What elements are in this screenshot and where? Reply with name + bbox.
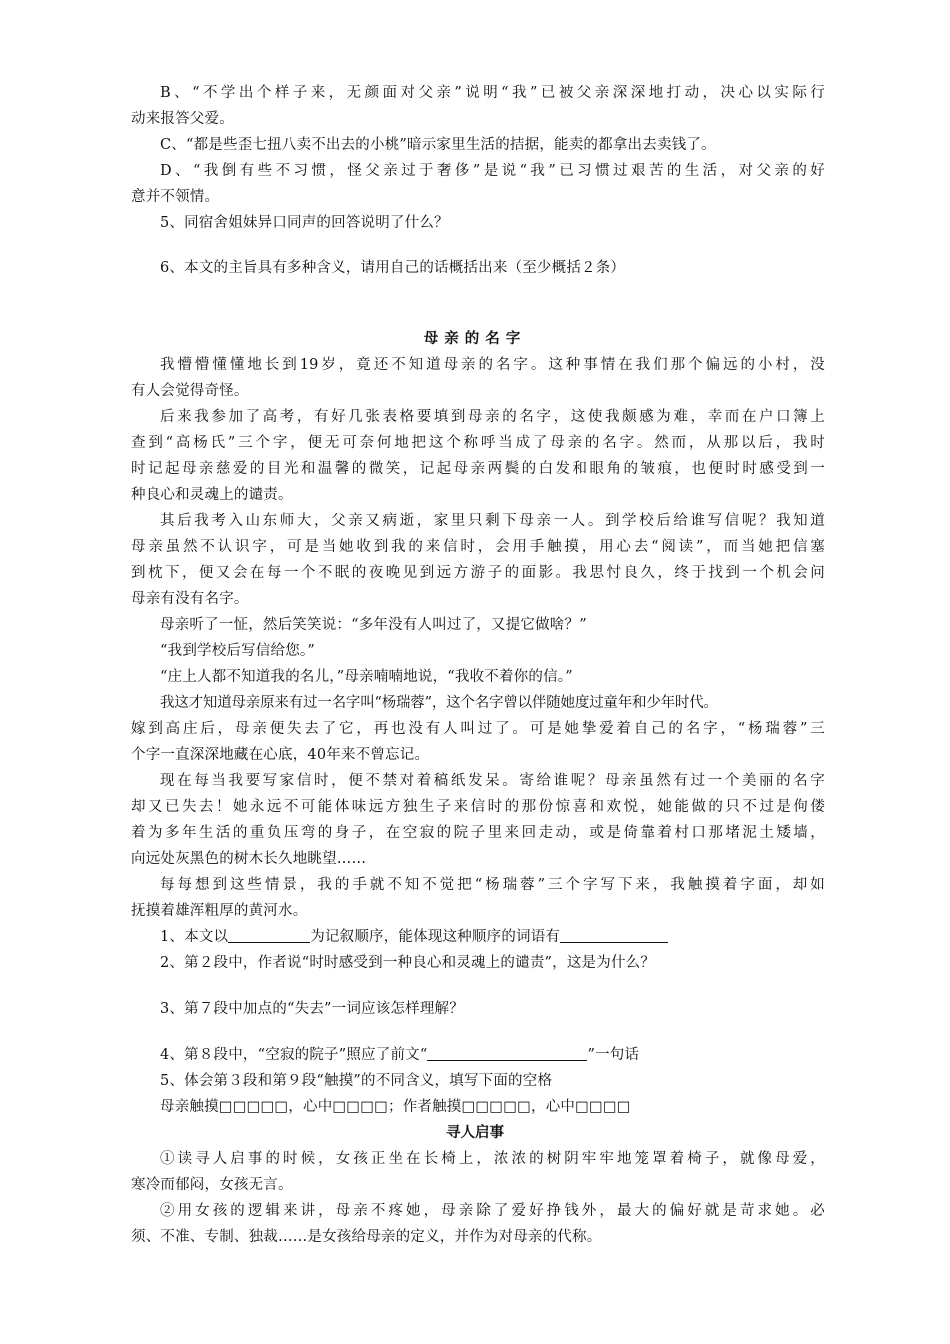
- article-title-mothers-name: 母亲的名字: [423, 330, 527, 347]
- paragraph-line: 寒冷而郁闷，女孩无言。: [131, 1177, 293, 1193]
- paragraph-line: 须、不准、专制、独裁……是女孩给母亲的定义，并作为对母亲的代称。: [131, 1229, 602, 1245]
- question-3: 3、第７段中加点的“失去”一词应该怎样理解？: [160, 1001, 464, 1017]
- question-5: 5、体会第３段和第９段“触摸”的不同含义，填写下面的空格: [160, 1073, 553, 1089]
- question-5-fill-boxes: 母亲触摸□□□□□，心中□□□□；作者触摸□□□□□，心中□□□□: [160, 1099, 631, 1115]
- option-b: B、“不学出个样子来，无颜面对父亲”说明“我”已被父亲深深地打动，决心以实际行: [160, 85, 825, 101]
- option-d: D、“我倒有些不习惯，怪父亲过于奢侈”是说“我”已习惯过艰苦的生活，对父亲的好: [160, 163, 825, 179]
- paragraph-line: “庄上人都不知道我的名儿，”母亲喃喃地说，“我收不着你的信。”: [160, 669, 573, 685]
- paragraph-line: 抚摸着雄浑粗厚的黄河水。: [131, 903, 308, 919]
- question-1: [160, 924, 825, 950]
- paragraph-line: 个字一直深深地藏在心底，40年来不曾忘记。: [131, 747, 430, 763]
- paragraph-line: 却又已失去！她永远不可能体味远方独生子来信时的那份惊喜和欢悦，她能做的只不过是佝偻: [131, 799, 825, 815]
- paragraph-line: 母亲有没有名字。: [131, 591, 249, 607]
- question-4-part-a: 4、第８段中，“空寂的院子”照应了前文“: [160, 1047, 428, 1063]
- answer-blank[interactable]: [560, 926, 668, 943]
- option-c: C、“都是些歪七扭八卖不出去的小桃”暗示家里生活的拮据，能卖的都拿出去卖钱了。: [160, 137, 716, 153]
- paragraph-line: 嫁到高庄后，母亲便失去了它，再也没有人叫过了。可是她挚爱着自己的名字，“杨瑞蓉”三: [131, 721, 825, 737]
- paragraph-line: 后来我参加了高考，有好几张表格要填到母亲的名字，这使我颇感为难，幸而在户口簿上: [160, 409, 825, 425]
- paragraph-line: 其后我考入山东师大，父亲又病逝，家里只剩下母亲一人。到学校后给谁写信呢？我知道: [160, 513, 825, 529]
- paragraph-line: 到枕下，便又会在每一个不眠的夜晚见到远方游子的面影。我思忖良久，终于找到一个机会问: [131, 565, 825, 581]
- paragraph-line: 我懵懵懂懂地长到19岁，竟还不知道母亲的名字。这种事情在我们那个偏远的小村，没: [160, 357, 825, 373]
- paragraph-line: 向远处灰黑色的树木长久地眺望……: [131, 851, 367, 867]
- paragraph-line: 我这才知道母亲原来有过一名字叫“杨瑞蓉”，这个名字曾以伴随她度过童年和少年时代。: [160, 695, 718, 711]
- question-5: 5、同宿舍姐妹异口同声的回答说明了什么？: [160, 215, 449, 231]
- paragraph-line: ②用女孩的逻辑来讲，母亲不疼她，母亲除了爱好挣钱外，最大的偏好就是苛求她。必: [160, 1203, 825, 1219]
- question-2: 2、第２段中，作者说“时时感受到一种良心和灵魂上的谴责”，这是为什么？: [160, 955, 656, 971]
- paragraph-line: “我到学校后写信给您。”: [160, 643, 315, 659]
- paragraph-line: 每每想到这些情景，我的手就不知不觉把“杨瑞蓉”三个字写下来，我触摸着字面，却如: [160, 877, 825, 893]
- question-4: [160, 1042, 825, 1068]
- option-d-continued: 意并不领情。: [131, 189, 220, 205]
- question-1-part-a: 1、本文以: [160, 929, 229, 945]
- paragraph-line: ①读寻人启事的时候，女孩正坐在长椅上，浓浓的树阴牢牢地笼罩着椅子，就像母爱，: [160, 1151, 825, 1167]
- question-6: 6、本文的主旨具有多种含义，请用自己的话概括出来（至少概括２条）: [160, 260, 626, 276]
- answer-blank[interactable]: [228, 926, 310, 943]
- option-b-continued: 动来报答父爱。: [131, 111, 234, 127]
- paragraph-line: 查到“高杨氏”三个字，便无可奈何地把这个称呼当成了母亲的名字。然而，从那以后，我时: [131, 435, 825, 451]
- paragraph-line: 母亲听了一怔，然后笑笑说：“多年没有人叫过了，又提它做啥？”: [160, 617, 587, 633]
- question-4-part-b: ”一句话: [587, 1047, 640, 1063]
- paragraph-line: 种良心和灵魂上的谴责。: [131, 487, 293, 503]
- question-1-part-b: 为记叙顺序，能体现这种顺序的词语有: [310, 929, 561, 945]
- paragraph-line: 有人会觉得奇怪。: [131, 383, 249, 399]
- answer-blank[interactable]: [427, 1044, 587, 1061]
- paragraph-line: 现在每当我要写家信时，便不禁对着稿纸发呆。寄给谁呢？母亲虽然有过一个美丽的名字: [160, 773, 825, 789]
- paragraph-line: 母亲虽然不认识字，可是当她收到我的来信时，会用手触摸，用心去“阅读”，而当她把信塞: [131, 539, 825, 555]
- article-title-missing-notice: 寻人启事: [446, 1125, 504, 1141]
- paragraph-line: 时记起母亲慈爱的目光和温馨的微笑，记起母亲两鬓的白发和眼角的皱痕，也便时时感受到一: [131, 461, 825, 477]
- paragraph-line: 着为多年生活的重负压弯的身子，在空寂的院子里来回走动，或是倚靠着村口那堵泥土矮墙，: [131, 825, 825, 841]
